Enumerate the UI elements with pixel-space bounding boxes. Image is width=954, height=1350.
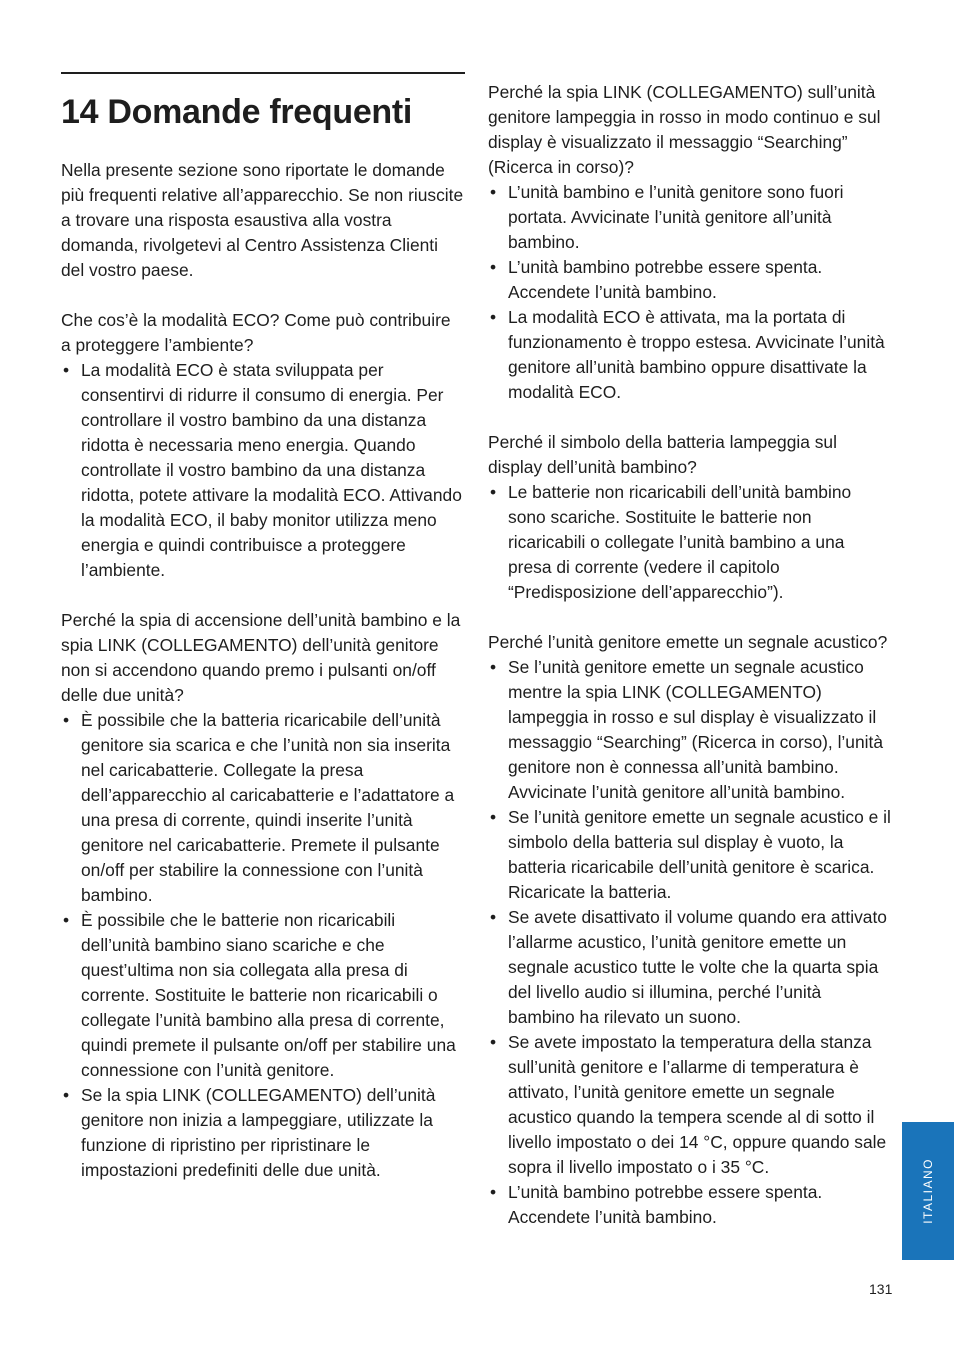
faq-question: Che cos’è la modalità ECO? Come può contribuire a proteggere l’ambiente? xyxy=(61,310,451,355)
faq-question: Perché il simbolo della batteria lampeggia sul display dell’unità bambino? xyxy=(488,432,837,477)
faq-answer: • La modalità ECO è attivata, ma la portata di funzionamento è troppo estesa. Avvicinate l’unità genitore all’unità bambino oppure disattivate la modalità ECO. xyxy=(488,305,892,405)
faq-answer: • Se avete disattivato il volume quando era attivato l’allarme acustico, l’unità genitore emette un segnale acustico tutte le volte che la quarta spia del livello audio si illumina, perché l’unità bambino ha rilevato un suono. xyxy=(488,905,892,1030)
faq-answer: • È possibile che la batteria ricaricabile dell’unità genitore sia scarica e che l’unità non sia inserita nel caricabatterie. Collegate la presa dell’apparecchio al caricabatterie e l’adattatore a una presa di corrente, quindi inserite l’unità genitore nel caricabatterie. Premete il pulsante on/off per stabilire la connessione con l’unità bambino. xyxy=(61,708,465,908)
faq-section-eco xyxy=(61,308,465,583)
faq-answer: • Se avete impostato la temperatura della stanza sull’unità genitore e l’allarme di temperatura è attivato, l’unità genitore emette un segnale acustico quando la tempera scende al di sotto il livello impostato o dei 14 °C, oppure quando sale sopra il livello impostato o i 35 °C. xyxy=(488,1030,892,1180)
faq-section-power-light xyxy=(61,608,465,1183)
faq-answer: • Le batterie non ricaricabili dell’unità bambino sono scariche. Sostituite le batterie non ricaricabili o collegate l’unità bambino a una presa di corrente (vedere il capitolo “Predisposizione dell’apparecchio”). xyxy=(488,480,892,605)
faq-section-beep xyxy=(488,630,892,1230)
faq-question: Perché la spia di accensione dell’unità bambino e la spia LINK (COLLEGAMENTO) dell’unità genitore non si accendono quando premo i pulsanti on/off delle due unità? xyxy=(61,610,461,705)
faq-answer: • È possibile che le batterie non ricaricabili dell’unità bambino siano scariche e che quest’ultima non sia collegata alla presa di corrente. Sostituite le batterie non ricaricabili o collegate l’unità bambino alla presa di corrente, quindi premete il pulsante on/off per stabilire una connessione con l’unità genitore. xyxy=(61,908,465,1083)
left-column xyxy=(61,90,465,1208)
page-number: 131 xyxy=(869,1281,893,1297)
faq-answer: • Se l’unità genitore emette un segnale acustico mentre la spia LINK (COLLEGAMENTO) lampeggia in rosso e sul display è visualizzato il messaggio “Searching” (Ricerca in corso), l’unità genitore non è connessa all’unità bambino. Avvicinate l’unità genitore all’unità bambino. xyxy=(488,655,892,805)
faq-answer: • Se l’unità genitore emette un segnale acustico e il simbolo della batteria sul display è vuoto, la batteria ricaricabile dell’unità genitore è scarica. Ricaricate la batteria. xyxy=(488,805,892,905)
faq-answer: • Se la spia LINK (COLLEGAMENTO) dell’unità genitore non inizia a lampeggiare, utilizzate la funzione di ripristino per ripristinare le impostazioni predefiniti delle due unità. xyxy=(61,1083,465,1183)
faq-section-link-searching xyxy=(488,80,892,405)
faq-answer-list xyxy=(488,480,892,605)
intro-paragraph: Nella presente sezione sono riportate le domande più frequenti relative all’apparecchio. Se non riuscite a trovare una risposta esaustiva alla vostra domanda, rivolgetevi al Centro Assistenza Clienti del vostro paese. xyxy=(61,160,464,280)
right-column xyxy=(488,80,892,1255)
title-rule xyxy=(61,72,465,74)
faq-answer-list xyxy=(488,180,892,405)
language-tab xyxy=(902,1122,954,1260)
faq-answer-list xyxy=(488,655,892,1230)
faq-question: Perché la spia LINK (COLLEGAMENTO) sull’unità genitore lampeggia in rosso in modo continuo e sul display è visualizzato il messaggio “Searching” (Ricerca in corso)? xyxy=(488,82,881,177)
faq-answer: • L’unità bambino potrebbe essere spenta. Accendete l’unità bambino. xyxy=(488,1180,892,1230)
faq-section-battery-symbol xyxy=(488,430,892,605)
faq-answer-list xyxy=(61,708,465,1183)
page-title: 14 Domande frequenti xyxy=(61,93,413,131)
faq-question: Perché l’unità genitore emette un segnale acustico? xyxy=(488,632,888,652)
faq-answer: • L’unità bambino e l’unità genitore sono fuori portata. Avvicinate l’unità genitore all’unità bambino. xyxy=(488,180,892,255)
language-tab-label: ITALIANO xyxy=(921,1158,935,1224)
faq-answer: • La modalità ECO è stata sviluppata per consentirvi di ridurre il consumo di energia. Per controllare il vostro bambino da una distanza ridotta è necessaria meno energia. Quando controllate il vostro bambino da una distanza ridotta, potete attivare la modalità ECO. Attivando la modalità ECO, il baby monitor utilizza meno energia e quindi contribuisce a proteggere l’ambiente. xyxy=(61,358,465,583)
faq-answer-list xyxy=(61,358,465,583)
faq-answer: • L’unità bambino potrebbe essere spenta. Accendete l’unità bambino. xyxy=(488,255,892,305)
